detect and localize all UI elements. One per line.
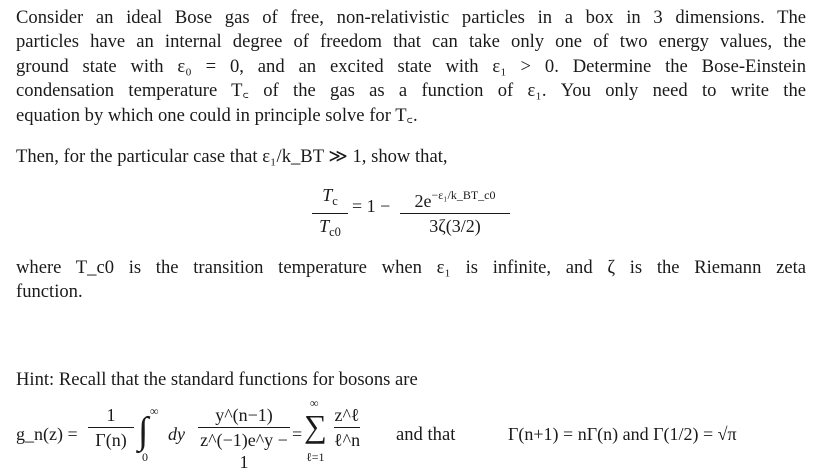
eq-symbol: 2e	[414, 191, 432, 211]
integrand-denominator: z^(−1)e^y − 1	[200, 430, 288, 472]
coef-denominator: Γ(n)	[95, 430, 127, 450]
eq-subscript: c0	[329, 225, 341, 239]
integral-sign: ∫	[138, 410, 149, 452]
integral-lower-limit: 0	[142, 450, 148, 464]
hint-text	[16, 368, 806, 392]
and-that-text: and that	[396, 424, 456, 445]
gamma-coefficient	[88, 404, 134, 451]
sum-upper-limit: ∞	[310, 396, 319, 410]
gamma-identity: Γ(n+1) = nΓ(n) and Γ(1/2) = √π	[508, 424, 737, 444]
series-numerator: z^ℓ	[334, 405, 360, 425]
integrand-numerator: y^(n−1)	[215, 405, 273, 425]
paragraph-line: function.	[16, 281, 83, 303]
sum-lower-limit: ℓ=1	[306, 450, 325, 464]
eq-equals: =	[292, 424, 303, 444]
gn-lhs: g_n(z) =	[16, 424, 78, 444]
paragraph-line: condensation temperature T꜀ of the gas as a function of ε₁. You only need to write the	[16, 80, 806, 102]
exponential-fraction	[400, 184, 510, 237]
paragraph-line: Consider an ideal Bose gas of free, non-relativistic particles in a box in 3 dimensions. The	[16, 7, 806, 28]
paragraph-line: Then, for the particular case that ε₁/k_BT ≫ 1, show that,	[16, 146, 448, 167]
summation-sign: ∑	[304, 408, 327, 444]
paragraph-line: particles have an internal degree of freedom that can take only one of two energy values, the	[16, 31, 806, 53]
paragraph-line: where T_c0 is the transition temperature when ε₁ is infinite, and ζ is the Riemann zeta	[16, 257, 806, 278]
differential: dy	[168, 424, 185, 444]
integrand-fraction	[198, 404, 290, 473]
bose-function-definition	[0, 396, 800, 476]
eq-subscript: c	[332, 194, 338, 208]
problem-paragraph-1	[16, 6, 806, 128]
problem-paragraph-3	[16, 256, 806, 305]
paragraph-line: ground state with ε₀ = 0, and an excited state with ε₁ > 0. Determine the Bose-Einstein	[16, 55, 806, 77]
paragraph-line: equation by which one could in principle solve for T꜀.	[16, 104, 418, 126]
coef-numerator: 1	[106, 405, 116, 425]
zeta-denominator: 3ζ(3/2)	[429, 216, 481, 236]
problem-paragraph-2	[16, 145, 806, 169]
eq-symbol: T	[319, 216, 330, 236]
series-denominator: ℓ^n	[334, 430, 361, 450]
eq-exponent: −ε₁/k_BT_c0	[431, 188, 496, 202]
eq-equals: = 1 −	[352, 196, 391, 216]
eq-symbol: T	[322, 185, 333, 205]
transition-temperature-equation	[300, 184, 520, 244]
tc-ratio-fraction	[312, 184, 348, 243]
paragraph-line: Hint: Recall that the standard functions for bosons are	[16, 369, 418, 390]
series-term-fraction	[334, 404, 360, 451]
integral-upper-limit: ∞	[150, 404, 159, 418]
